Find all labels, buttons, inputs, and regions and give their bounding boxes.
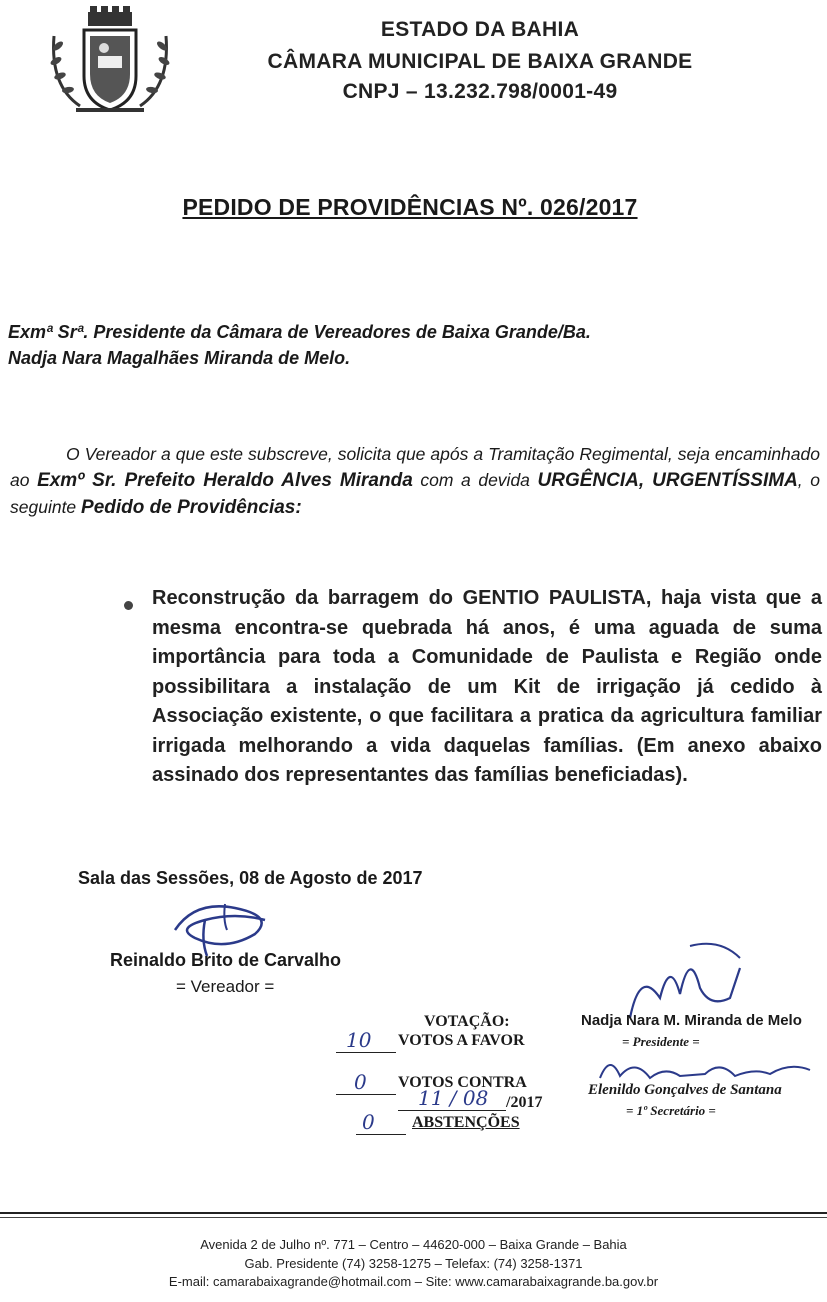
header-state: ESTADO DA BAHIA xyxy=(380,18,580,41)
body-urgency: URGÊNCIA, URGENTÍSSIMA xyxy=(537,470,798,491)
secretario-name: Elenildo Gonçalves de Santana xyxy=(588,1082,782,1098)
body-request: Pedido de Providências: xyxy=(81,497,302,518)
votacao-title: VOTAÇÃO: xyxy=(424,1013,510,1030)
footer-phones: Gab. Presidente (74) 3258-1275 – Telefax: (74) 3258-1371 xyxy=(244,1256,583,1271)
document-title: PEDIDO DE PROVIDÊNCIAS Nº. 026/2017 xyxy=(182,194,638,220)
footer-contact: E-mail: camarabaixagrande@hotmail.com – Site: www.camarabaixagrande.ba.gov.br xyxy=(168,1274,659,1289)
favor-label: VOTOS A FAVOR xyxy=(398,1032,525,1049)
footer-divider xyxy=(0,1217,827,1218)
date-handwritten: 11 / 08 xyxy=(418,1086,489,1110)
contra-blank xyxy=(336,1094,396,1095)
bullet-icon xyxy=(124,601,133,610)
abst-count: 0 xyxy=(362,1110,375,1134)
body-paragraph xyxy=(10,441,820,521)
body-text: com a devida xyxy=(412,470,538,490)
vereador-role: = Vereador = xyxy=(176,977,275,996)
body-mayor: Exmº Sr. Prefeito Heraldo Alves Miranda xyxy=(37,470,413,491)
addressee-line2: Nadja Nara Magalhães Miranda de Melo. xyxy=(8,348,351,368)
footer-divider xyxy=(0,1212,827,1214)
favor-blank xyxy=(336,1052,396,1053)
body-text: O Vereador a que este subscreve, solicita que após a Tramitação Regimental, seja encaminhado ao xyxy=(10,444,820,490)
date-blank xyxy=(398,1110,506,1111)
municipal-crest-icon xyxy=(40,6,180,118)
presidente-role: = Presidente = xyxy=(622,1034,700,1049)
contra-label: VOTOS CONTRA xyxy=(398,1074,527,1091)
header-cnpj: CNPJ – 13.232.798/0001-49 xyxy=(342,80,618,103)
footer-address: Avenida 2 de Julho nº. 771 – Centro – 44620-000 – Baixa Grande – Bahia xyxy=(200,1237,627,1252)
presidente-name: Nadja Nara M. Miranda de Melo xyxy=(581,1012,802,1029)
request-item: Reconstrução da barragem do GENTIO PAULISTA, haja vista que a mesma encontra-se quebrada há anos, é uma aguada de suma importância para toda a Comunidade de Paulista e Região onde possibilitara a instalação de um Kit de irrigação já cedido à Associação existente, o que facilitara a pratica da agricultura familiar irrigada melhorando a vida daquelas famílias. (Em anexo abaixo assinado dos representantes das famílias beneficiadas). xyxy=(152,587,822,786)
abst-blank xyxy=(356,1134,406,1135)
favor-count: 10 xyxy=(346,1028,372,1052)
secretario-role: = 1º Secretário = xyxy=(626,1103,716,1118)
addressee-line1: Exmª Srª. Presidente da Câmara de Vereadores de Baixa Grande/Ba. xyxy=(8,322,591,342)
header-chamber: CÂMARA MUNICIPAL DE BAIXA GRANDE xyxy=(267,50,693,73)
session-date: Sala das Sessões, 08 de Agosto de 2017 xyxy=(78,868,423,888)
abst-label: ABSTENÇÕES xyxy=(412,1114,520,1131)
body-text: , o seguinte xyxy=(10,470,820,517)
date-year: /2017 xyxy=(506,1094,543,1111)
contra-count: 0 xyxy=(354,1070,367,1094)
vereador-name: Reinaldo Brito de Carvalho xyxy=(110,950,342,970)
